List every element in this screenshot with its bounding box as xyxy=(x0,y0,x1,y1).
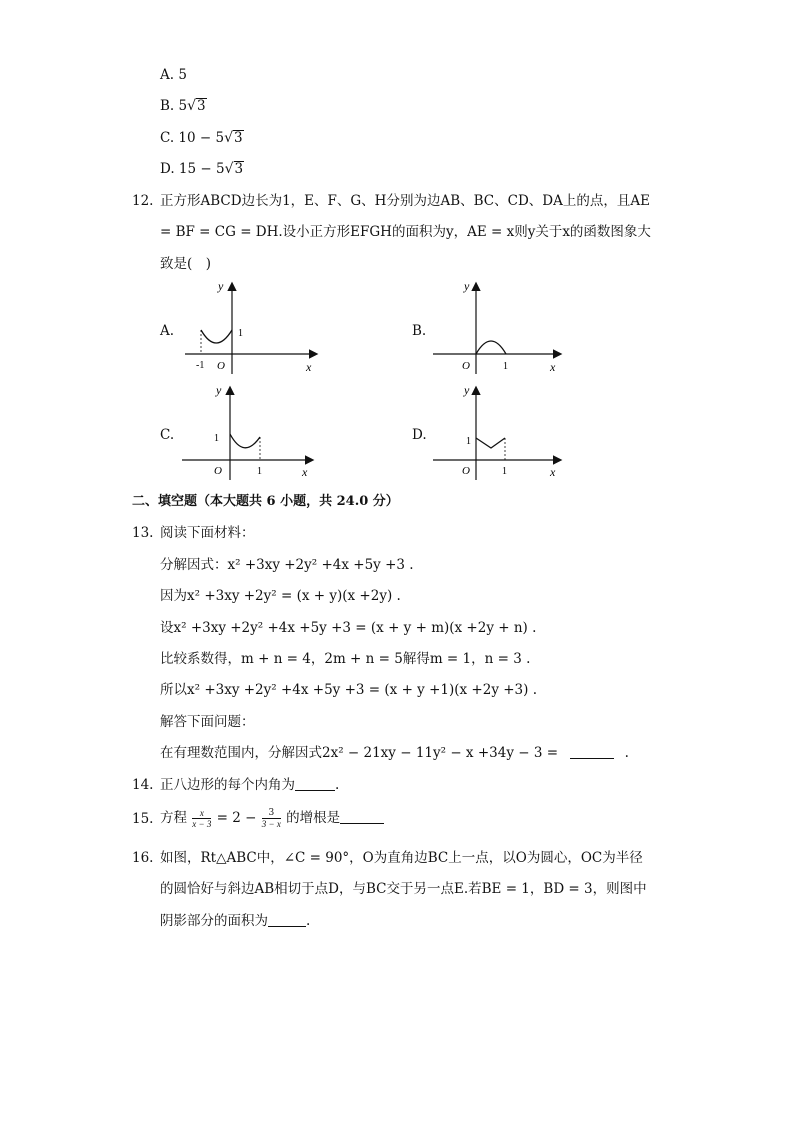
q11-option-c: C. 10 − 5√3 xyxy=(160,130,243,146)
q16-answer-blank[interactable] xyxy=(268,913,306,927)
graph-a-origin: O xyxy=(217,360,225,372)
graph-b-y-label: y xyxy=(464,279,470,293)
graph-c-x-one: 1 xyxy=(257,466,262,477)
q12-option-c-label: C. xyxy=(160,427,175,443)
graph-d xyxy=(430,382,570,482)
graph-a-one: 1 xyxy=(238,328,243,339)
graph-a-neg-one: -1 xyxy=(196,360,205,371)
q16-line2: 的圆恰好与斜边AB相切于点D，与BC交于另一点E.若BE = 1，BD = 3，则图中 xyxy=(160,881,647,897)
q12-line2: = BF = CG = DH.设小正方形EFGH的面积为y，AE = x则y关于x的函数图象大 xyxy=(160,224,651,240)
graph-b-curve xyxy=(476,341,506,354)
graph-a xyxy=(180,278,330,378)
q14-text: 正八边形的每个内角为 . xyxy=(160,777,340,793)
q12-number: 12. xyxy=(132,193,154,209)
q15-answer-blank[interactable] xyxy=(340,810,384,824)
q15-fraction-2: $\frac{3}{3 - x}$ xyxy=(261,808,281,829)
q14-answer-blank[interactable] xyxy=(295,777,335,791)
q11-option-d: D. 15 − 5√3 xyxy=(160,161,244,177)
q13-number: 13. xyxy=(132,525,154,541)
graph-d-x-label: x xyxy=(550,465,556,479)
graph-d-y-label: y xyxy=(464,383,470,397)
graph-a-y-label: y xyxy=(218,279,224,293)
q11-option-a: A. 5 xyxy=(160,67,187,83)
graph-a-curve xyxy=(201,330,232,343)
graph-a-x-label: x xyxy=(306,360,312,374)
q14-number: 14. xyxy=(132,777,154,793)
graph-d-x-one: 1 xyxy=(502,466,507,477)
q15-text: 方程 $\frac{x}{x - 3}$ = 2 − $\frac{3}{3 - x}$ 的增根是 xyxy=(160,806,384,830)
graph-d-origin: O xyxy=(462,465,470,477)
graph-c-x-label: x xyxy=(302,465,308,479)
q12-option-d-label: D. xyxy=(412,427,427,443)
graph-c-y-one: 1 xyxy=(214,433,219,444)
q15-number: 15. xyxy=(132,811,154,827)
q12-line1: 正方形ABCD边长为1，E、F、G、H分别为边AB、BC、CD、DA上的点，且AE xyxy=(160,193,650,209)
graph-c-origin: O xyxy=(214,465,222,477)
graph-c-curve xyxy=(230,434,260,448)
graph-d-curve xyxy=(476,438,505,448)
q15-fraction-1: $\frac{x}{x - 3}$ xyxy=(192,808,212,829)
q13-line7: 在有理数范围内，分解因式2x² − 21xy − 11y² − x +34y − 3 = . xyxy=(160,745,629,761)
graph-c-y-label: y xyxy=(216,383,222,397)
q12-option-b-label: B. xyxy=(412,323,427,339)
graph-b-x-label: x xyxy=(550,360,556,374)
q12-line3: 致是( ) xyxy=(160,256,212,272)
graph-b xyxy=(430,278,570,378)
q13-line1: 分解因式：x² +3xy +2y² +4x +5y +3 . xyxy=(160,557,414,573)
section-2-title: 二、填空题（本大题共 6 小题，共 24.0 分） xyxy=(132,494,399,509)
q13-line4: 比较系数得，m + n = 4，2m + n = 5解得m = 1，n = 3 . xyxy=(160,651,531,667)
q13-answer-blank[interactable] xyxy=(570,745,614,759)
q11-option-b: B. 5√3 xyxy=(160,98,206,114)
q16-line1: 如图，Rt△ABC中，∠C = 90°，O为直角边BC上一点，以O为圆心，OC为半径 xyxy=(160,850,643,866)
q13-line5: 所以x² +3xy +2y² +4x +5y +3 = (x + y +1)(x +2y +3) . xyxy=(160,682,537,698)
graph-d-y-one: 1 xyxy=(466,436,471,447)
q12-option-a-label: A. xyxy=(160,323,175,339)
q16-number: 16. xyxy=(132,850,154,866)
q13-line2: 因为x² +3xy +2y² = (x + y)(x +2y) . xyxy=(160,588,401,604)
graph-c xyxy=(178,382,328,482)
graph-b-origin: O xyxy=(462,360,470,372)
q13-intro: 阅读下面材料： xyxy=(160,525,255,541)
q16-line3: 阴影部分的面积为 . xyxy=(160,913,311,929)
q13-line6: 解答下面问题： xyxy=(160,714,255,730)
q13-line3: 设x² +3xy +2y² +4x +5y +3 = (x + y + m)(x +2y + n) . xyxy=(160,620,537,636)
graph-b-one: 1 xyxy=(503,361,508,372)
